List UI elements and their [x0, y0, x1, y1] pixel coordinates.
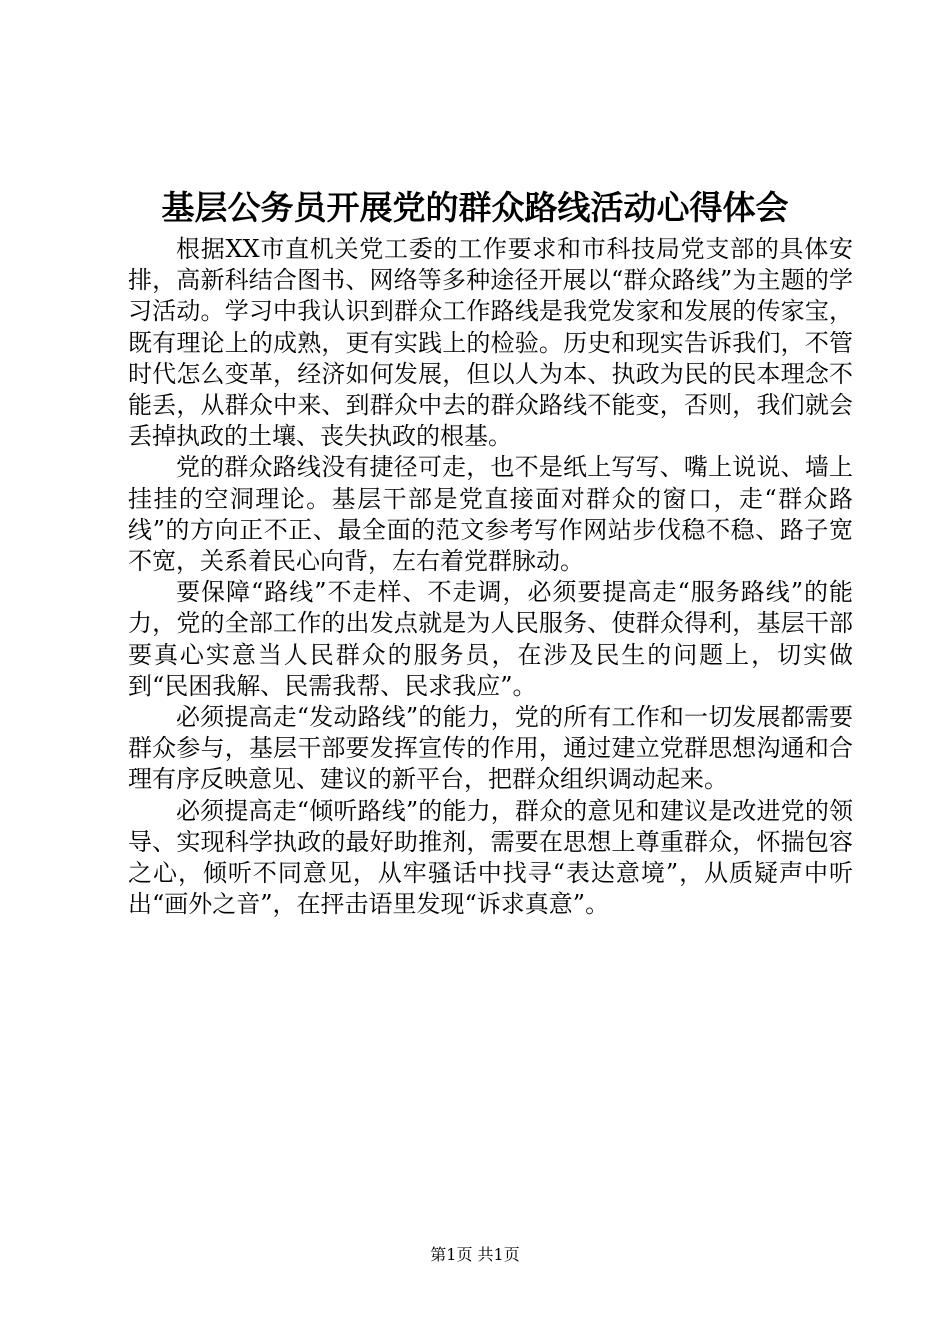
paragraph-2: 党的群众路线没有捷径可走，也不是纸上写写、嘴上说说、墙上挂挂的空洞理论。基层干部是党直接面对群众的窗口，走“群众路线”的方向正不正、最全面的范文参考写作网站步伐稳不稳、路子宽不宽，关系着民心向背，左右着党群脉动。 [128, 453, 853, 576]
paragraph-4: 必须提高走“发动路线”的能力，党的所有工作和一切发展都需要群众参与，基层干部要发挥宣传的作用，通过建立党群思想沟通和合理有序反映意见、建议的新平台，把群众组织调动起来。 [128, 703, 853, 794]
document-title: 基层公务员开展党的群众路线活动心得体会 [161, 188, 789, 227]
paragraph-3: 要保障“路线”不走样、不走调，必须要提高走“服务路线”的能力，党的全部工作的出发点就是为人民服务、使群众得利，基层干部要真心实意当人民群众的服务员，在涉及民生的问题上，切实做到“民困我解、民需我帮、民求我应”。 [128, 578, 853, 700]
paragraph-1: 根据XX市直机关党工委的工作要求和市科技局党支部的具体安排，高新科结合图书、网络等多种途径开展以“群众路线”为主题的学习活动。学习中我认识到群众工作路线是我党发家和发展的传家宝，既有理论上的成熟，更有实践上的检验。历史和现实告诉我们，不管时代怎么变革，经济如何发展，但以人为本、执政为民的民本理念不能丢，从群众中来、到群众中去的群众路线不能变，否则，我们就会丢掉执政的土壤、丧失执政的根基。 [128, 235, 853, 451]
paragraph-5: 必须提高走“倾听路线”的能力，群众的意见和建议是改进党的领导、实现科学执政的最好助推剂，需要在思想上尊重群众，怀揣包容之心，倾听不同意见，从牢骚话中找寻“表达意境”，从质疑声中听出“画外之音”，在抨击语里发现“诉求真意”。 [128, 796, 853, 919]
document-body [128, 234, 853, 920]
page-footer: 第1页 共1页 [430, 1245, 520, 1264]
